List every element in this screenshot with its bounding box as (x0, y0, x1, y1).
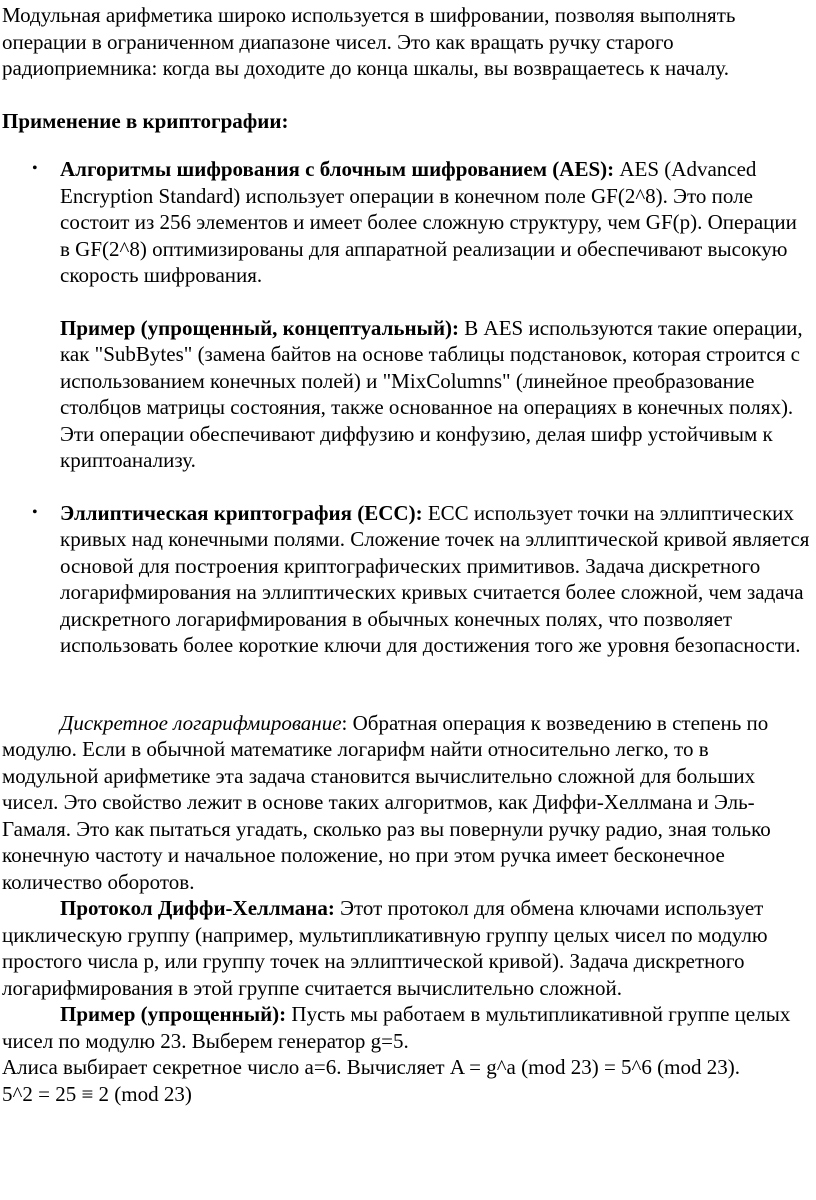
discrete-log-term: Дискретное логарифмирование (60, 710, 342, 735)
example-title: Пример (упрощенный): (60, 1002, 287, 1026)
bullet-icon: • (32, 503, 38, 521)
aes-example-paragraph (60, 315, 810, 474)
example-line-1: Алиса выбирает секретное число a=6. Вычисляет A = g^a (mod 23) = 5^6 (mod 23). (2, 1055, 740, 1079)
example-text: Пусть мы работаем в мультипликативной группе целых чисел по модулю 23. Выберем генератор g=5. (2, 1002, 791, 1053)
example-paragraph (2, 1001, 810, 1054)
discrete-log-text: : Обратная операция к возведению в степень по модулю. Если в обычной математике логарифм найти относительно легко, то в модульной арифметике эта задача становится вычислительно сложной для больших чисел. Это свойство лежит в основе таких алгоритмов, как Диффи-Хеллмана и Эль-Гамаля. Это как пытаться угадать, сколько раз вы повернули ручку радио, зная только конечную частоту и начальное положение, но при этом ручка имеет бесконечное количество оборотов. (2, 710, 771, 894)
aes-title: Алгоритмы шифрования с блочным шифрованием (AES): (60, 157, 615, 181)
list-item-ecc (2, 500, 810, 659)
diffie-hellman-paragraph (2, 895, 810, 1001)
application-list (2, 156, 810, 659)
aes-paragraph (60, 156, 810, 289)
diffie-hellman-text: Этот протокол для обмена ключами использует циклическую группу (например, мультипликативную группу целых чисел по модулю простого числа p, или группу точек на эллиптической кривой). Задача дискретного логарифмирования в этой группе считается вычислительно сложной. (2, 896, 768, 1000)
aes-text: AES (Advanced Encryption Standard) использует операции в конечном поле GF(2^8). Это поле состоит из 256 элементов и имеет более сложную структуру, чем GF(p). Операции в GF(2^8) оптимизированы для аппаратной реализации и обеспечивают высокую скорость шифрования. (60, 157, 797, 287)
ecc-paragraph (60, 500, 810, 659)
discrete-log-paragraph (2, 710, 810, 896)
intro-paragraph: Модульная арифметика широко используется в шифровании, позволяя выполнять операции в ограниченном диапазоне чисел. Это как вращать ручку старого радиоприемника: когда вы доходите до конца шкалы, вы возвращаетесь к началу. (2, 3, 736, 80)
diffie-hellman-title: Протокол Диффи-Хеллмана: (60, 896, 335, 920)
ecc-title: Эллиптическая криптография (ECC): (60, 500, 423, 525)
ecc-text: ECC использует точки на эллиптических кривых над конечными полями. Сложение точек на эллиптической кривой является основой для построения криптографических примитивов. Задача дискретного логарифмирования на эллиптических кривых считается более сложной, чем задача дискретного логарифмирования в обычных конечных полях, что позволяет использовать более короткие ключи для достижения того же уровня безопасности. (60, 500, 810, 657)
application-heading: Применение в криптографии: (2, 108, 289, 133)
list-item-aes (2, 156, 810, 474)
aes-example-title: Пример (упрощенный, концептуальный): (60, 315, 460, 340)
aes-example-text: В AES используются такие операции, как "SubBytes" (замена байтов на основе таблицы подстановок, которая строится с использованием конечных полей) и "MixColumns" (линейное преобразование столбцов матрицы состояния, также основанное на операциях в конечных полях). Эти операции обеспечивают диффузию и конфузию, делая шифр устойчивым к криптоанализу. (60, 315, 803, 472)
bullet-icon: • (32, 160, 38, 177)
example-line-2: 5^2 = 25 ≡ 2 (mod 23) (2, 1081, 192, 1106)
